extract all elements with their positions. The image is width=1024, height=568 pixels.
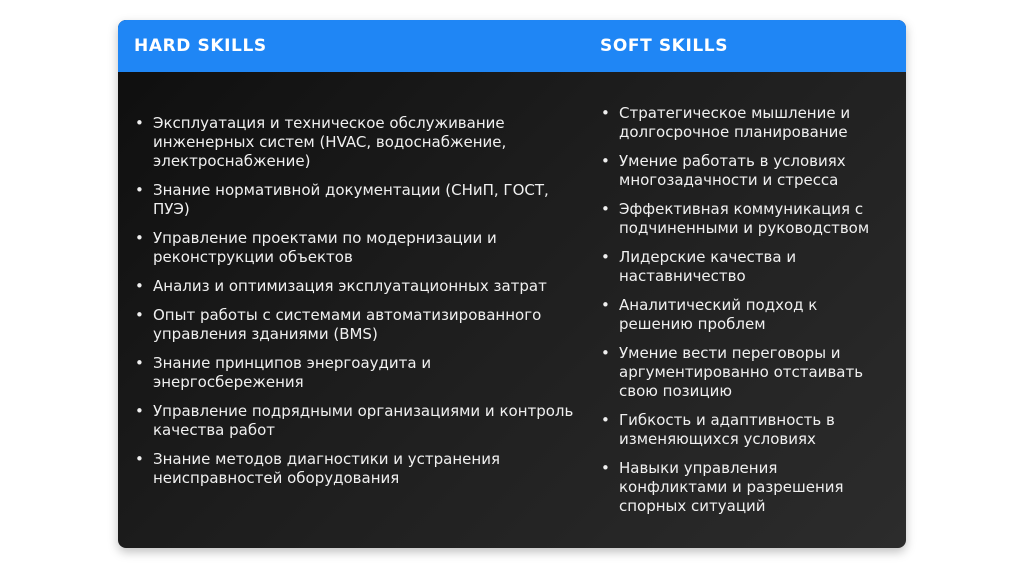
list-item [600,200,890,238]
soft-skill-text: Умение вести переговоры и аргументированно отстаивать свою позицию [619,344,864,400]
bullet-icon: • [601,459,610,477]
list-item [600,104,890,142]
soft-skills-title: SOFT SKILLS [600,36,729,56]
bullet-icon: • [601,248,610,266]
hard-skill-text: Опыт работы с системами автоматизированного управления зданиями (BMS) [153,306,542,343]
hard-skill-text: Управление подрядными организациями и контроль качества работ [153,402,574,439]
soft-skills-list [600,104,890,526]
soft-skill-text: Эффективная коммуникация с подчиненными и руководством [619,200,870,237]
bullet-icon: • [135,229,144,247]
list-item [600,344,890,401]
soft-skill-text: Лидерские качества и наставничество [619,248,797,285]
soft-skill-text: Аналитический подход к решению проблем [619,296,818,333]
list-item [134,450,574,488]
bullet-icon: • [601,296,610,314]
soft-skill-text: Умение работать в условиях многозадачности и стресса [619,152,846,189]
hard-skill-text: Эксплуатация и техническое обслуживание инженерных систем (HVAC, водоснабжение, электроснабжение) [153,114,507,170]
list-item [600,152,890,190]
list-item [600,459,890,516]
bullet-icon: • [601,200,610,218]
hard-skill-text: Управление проектами по модернизации и реконструкции объектов [153,229,497,266]
bullet-icon: • [135,114,144,132]
list-item [134,229,574,267]
bullet-icon: • [135,277,144,295]
bullet-icon: • [601,344,610,362]
bullet-icon: • [135,450,144,468]
bullet-icon: • [135,306,144,324]
bullet-icon: • [135,181,144,199]
hard-skill-text: Знание методов диагностики и устранения неисправностей оборудования [153,450,500,487]
hard-skills-title: HARD SKILLS [134,36,267,56]
list-item [600,296,890,334]
list-item [600,248,890,286]
hard-skill-text: Знание принципов энергоаудита и энергосбережения [153,354,432,391]
list-item [134,402,574,440]
soft-skill-text: Стратегическое мышление и долгосрочное планирование [619,104,851,141]
soft-skill-text: Навыки управления конфликтами и разрешения спорных ситуаций [619,459,844,515]
list-item [134,181,574,219]
list-item [134,354,574,392]
bullet-icon: • [601,411,610,429]
bullet-icon: • [601,104,610,122]
skills-card [118,20,906,548]
bullet-icon: • [601,152,610,170]
soft-skill-text: Гибкость и адаптивность в изменяющихся условиях [619,411,835,448]
skills-header [118,20,906,72]
bullet-icon: • [135,402,144,420]
hard-skills-list [134,114,574,498]
list-item [134,277,574,296]
list-item [134,306,574,344]
hard-skill-text: Знание нормативной документации (СНиП, ГОСТ, ПУЭ) [153,181,549,218]
hard-skill-text: Анализ и оптимизация эксплуатационных затрат [153,277,547,295]
bullet-icon: • [135,354,144,372]
list-item [134,114,574,171]
list-item [600,411,890,449]
